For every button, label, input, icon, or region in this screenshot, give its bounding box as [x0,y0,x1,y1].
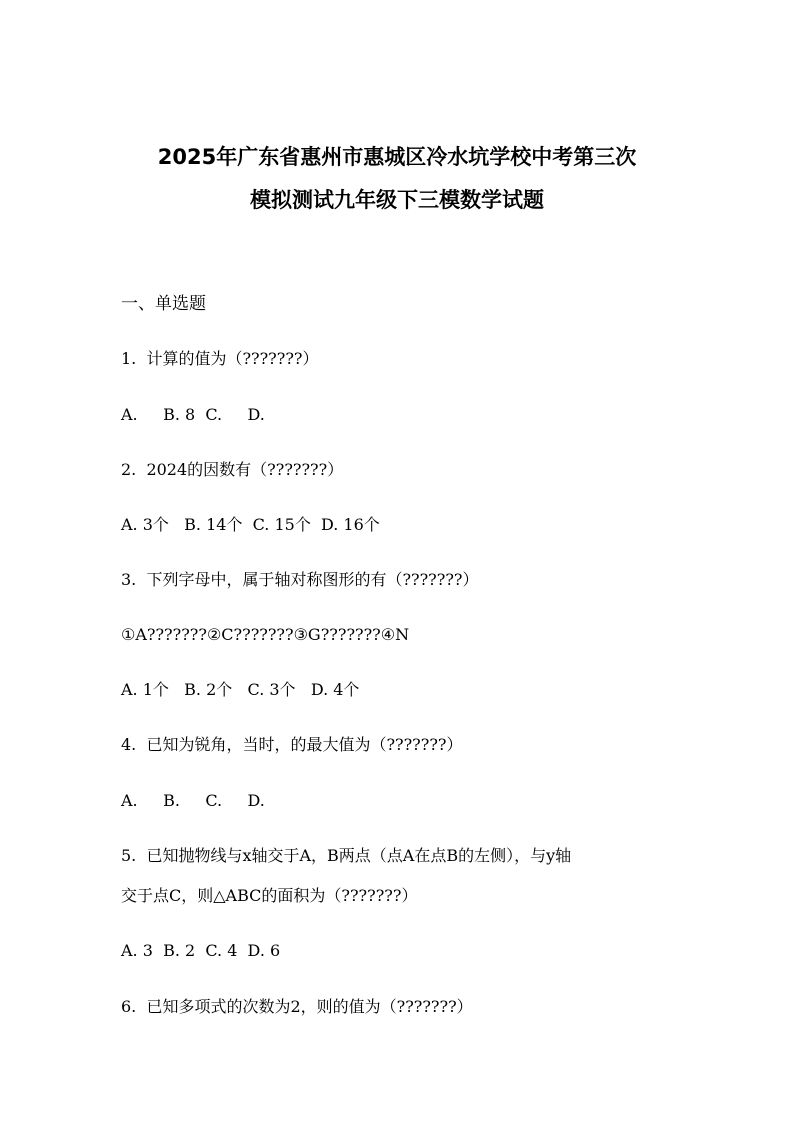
question-4-stem: 4. 已知为锐角，当时，的最大值为（???????） [121,735,463,754]
section-heading: 一、单选题 [121,294,206,314]
question-5-stem-line-1: 5. 已知抛物线与x轴交于A，B两点（点A在点B的左侧），与y轴 [121,846,572,865]
document-title-line-1: 2025年广东省惠州市惠城区冷水坑学校中考第三次 [157,145,637,169]
question-2-options: A. 3个 B. 14个 C. 15个 D. 16个 [121,515,380,534]
question-3-items: ①A???????②C???????③G???????④N [121,625,410,644]
question-1-options: A. B. 8 C. D. [121,405,265,424]
question-3-stem: 3. 下列字母中，属于轴对称图形的有（???????） [121,570,479,589]
question-5-options: A. 3 B. 2 C. 4 D. 6 [121,941,281,960]
question-2-stem: 2. 2024的因数有（???????） [121,460,344,479]
document-title-line-2: 模拟测试九年级下三模数学试题 [250,188,544,212]
question-6-stem: 6. 已知多项式的次数为2，则的值为（???????） [121,997,473,1016]
question-3-options: A. 1个 B. 2个 C. 3个 D. 4个 [121,680,360,699]
question-1-stem: 1. 计算的值为（???????） [121,349,319,368]
question-4-options: A. B. C. D. [121,791,265,810]
question-5-stem-line-2: 交于点C，则△ABC的面积为（???????） [121,886,418,905]
